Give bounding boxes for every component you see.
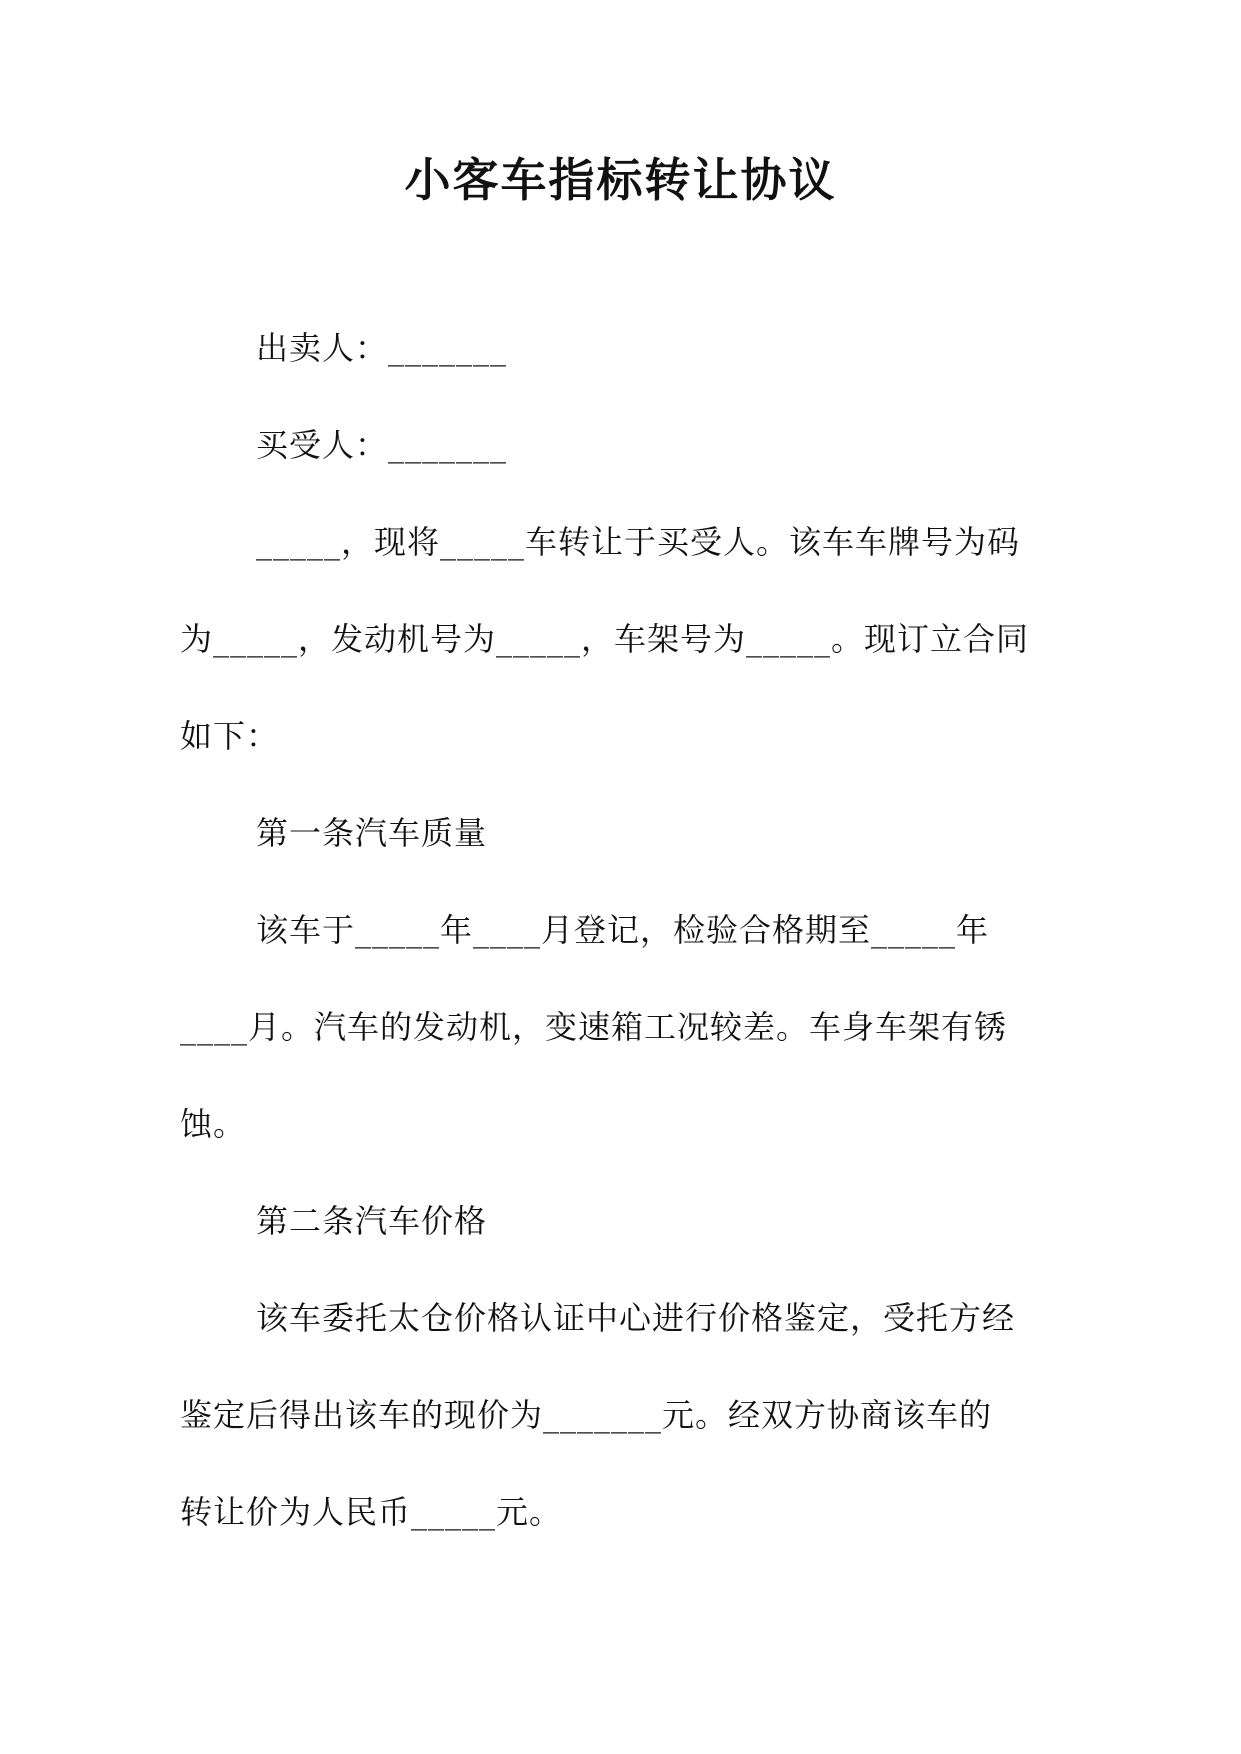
text-line: _____，现将_____车转让于买受人。该车车牌号为码 (256, 523, 1021, 561)
text-line: 如下： (180, 717, 280, 755)
text-line: 蚀。 (180, 1105, 247, 1143)
text-line: 该车委托太仓价格认证中心进行价格鉴定，受托方经 (256, 1299, 1016, 1337)
text-line: 出卖人：_______ (256, 329, 508, 367)
seller-line (190, 300, 1040, 397)
text-line: 买受人：_______ (256, 426, 508, 464)
text-line: 第一条汽车质量 (256, 814, 488, 852)
document-title: 小客车指标转让协议 (404, 153, 837, 207)
article-2-heading (190, 1173, 1040, 1270)
article-2-paragraph (180, 1270, 1040, 1561)
text-line: 第二条汽车价格 (256, 1202, 488, 1240)
text-line: 该车于_____年____月登记，检验合格期至_____年 (256, 911, 990, 949)
article-1-heading (190, 785, 1040, 882)
text-line: ____月。汽车的发动机，变速箱工况较差。车身车架有锈 (180, 1008, 1008, 1046)
article-1-paragraph (180, 882, 1040, 1173)
document-body (180, 300, 1040, 1561)
buyer-line (190, 397, 1040, 494)
intro-paragraph (180, 494, 1040, 785)
text-line: 转让价为人民币_____元。 (180, 1493, 563, 1531)
text-line: 为_____，发动机号为_____，车架号为_____。现订立合同 (180, 620, 1030, 658)
text-line: 鉴定后得出该车的现价为_______元。经双方协商该车的 (180, 1396, 993, 1434)
